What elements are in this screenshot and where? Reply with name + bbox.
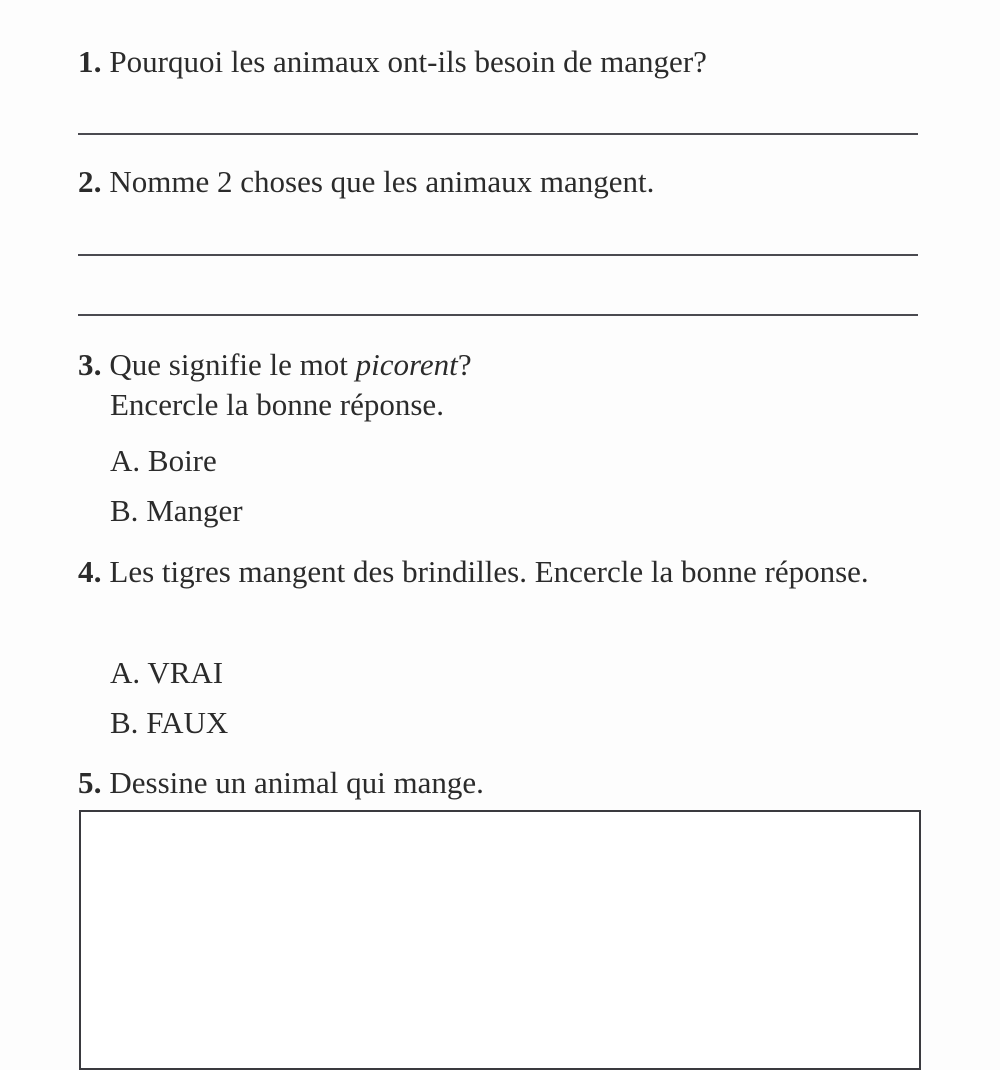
question-3-option-b-label: Manger bbox=[146, 493, 243, 528]
question-4 bbox=[78, 552, 913, 592]
question-3-line bbox=[78, 345, 938, 385]
question-2 bbox=[78, 162, 938, 202]
question-4-option-a[interactable] bbox=[110, 653, 223, 693]
question-5 bbox=[78, 763, 938, 803]
question-3 bbox=[78, 345, 938, 385]
question-3-option-a-label: Boire bbox=[147, 443, 217, 478]
question-4-option-b-letter: B. bbox=[110, 705, 139, 740]
question-3-number: 3. bbox=[78, 347, 102, 382]
question-5-prompt: Dessine un animal qui mange. bbox=[109, 765, 484, 800]
question-2-prompt: Nomme 2 choses que les animaux mangent. bbox=[109, 164, 655, 199]
question-3-prompt: Que signifie le mot picorent? bbox=[109, 347, 472, 382]
question-4-option-b-label: FAUX bbox=[146, 705, 229, 740]
question-2-line bbox=[78, 162, 938, 202]
question-3-instruction: Encercle la bonne réponse. bbox=[110, 387, 444, 422]
answer-line-1-1[interactable] bbox=[78, 133, 918, 135]
question-1-number: 1. bbox=[78, 44, 102, 79]
question-1-line bbox=[78, 42, 938, 82]
question-3-option-a[interactable] bbox=[110, 441, 217, 481]
question-2-number: 2. bbox=[78, 164, 102, 199]
question-4-option-a-letter: A. bbox=[110, 655, 141, 690]
question-1-prompt: Pourquoi les animaux ont-ils besoin de manger? bbox=[109, 44, 707, 79]
question-4-option-b[interactable] bbox=[110, 703, 228, 743]
drawing-answer-box[interactable] bbox=[79, 810, 921, 1070]
question-5-number: 5. bbox=[78, 765, 102, 800]
question-1 bbox=[78, 42, 938, 82]
question-4-number: 4. bbox=[78, 554, 102, 589]
answer-line-2-2[interactable] bbox=[78, 314, 918, 316]
question-4-prompt: Les tigres mangent des brindilles. Encercle la bonne réponse. bbox=[109, 554, 869, 589]
question-4-option-a-label: VRAI bbox=[147, 655, 224, 690]
question-3-option-b[interactable] bbox=[110, 491, 243, 531]
question-5-line bbox=[78, 763, 938, 803]
question-3-option-a-letter: A. bbox=[110, 443, 141, 478]
question-3-option-b-letter: B. bbox=[110, 493, 139, 528]
question-3-italic-word: picorent bbox=[355, 347, 458, 382]
answer-line-2-1[interactable] bbox=[78, 254, 918, 256]
